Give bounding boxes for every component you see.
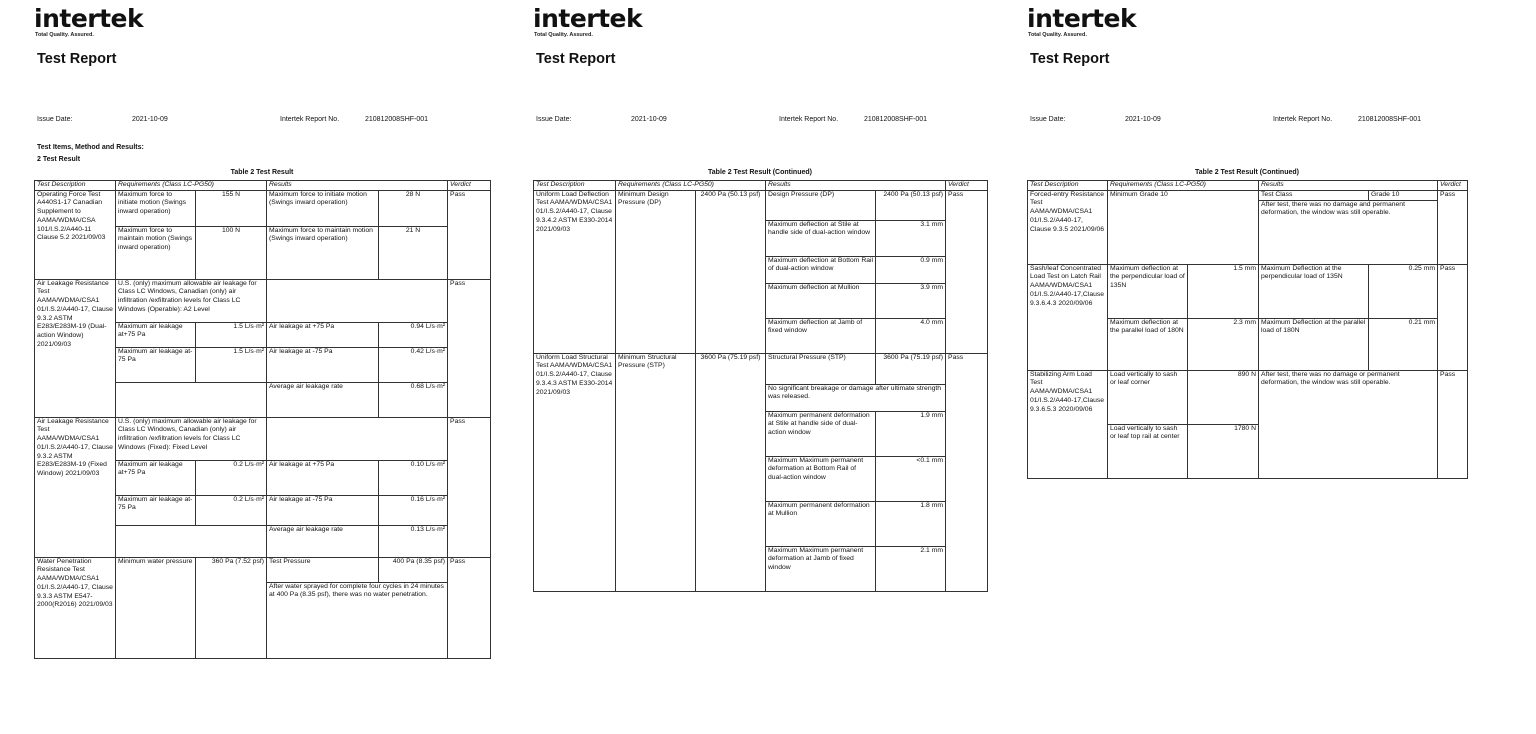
result-value: 0.68 L/s·m² bbox=[379, 382, 448, 417]
requirement: Minimum Structural Pressure (STP) bbox=[616, 353, 696, 591]
report-no-label: Intertek Report No. bbox=[1273, 116, 1333, 123]
result-value: 28 N bbox=[379, 190, 448, 226]
requirement: Maximum air leakage at-75 Pa bbox=[116, 495, 196, 525]
requirement-empty bbox=[116, 382, 267, 417]
header-cell: Verdict bbox=[946, 181, 988, 191]
table-caption: Table 2 Test Result (Continued) bbox=[708, 169, 812, 176]
table-row bbox=[534, 353, 988, 384]
issue-line bbox=[1030, 116, 1490, 128]
result-label: Maximum deflection at Jamb of fixed window bbox=[766, 318, 876, 353]
result-label: Maximum permanent deformation at Mullion bbox=[766, 501, 876, 546]
issue-date: 2021-10-09 bbox=[132, 116, 168, 123]
requirement-value: 0.2 L/s·m² bbox=[196, 495, 267, 525]
result-value: 4.0 mm bbox=[876, 318, 946, 353]
result-label: Maximum permanent deformation at Stile at handle side of dual-action window bbox=[766, 411, 876, 456]
logo-tagline: Total Quality. Assured. bbox=[1028, 32, 1087, 38]
test-description: Stabilizing Arm Load Test AAMA/WDMA/CSA1 01/I.S.2/A440-17,Clause 9.3.6.5.3 2020/09/06 bbox=[1028, 370, 1108, 478]
logo-tagline: Total Quality. Assured. bbox=[35, 32, 94, 38]
header-cell: Requirements (Class LC-PG50) bbox=[1108, 181, 1259, 191]
requirement: Maximum deflection at the perpendicular load of 135N bbox=[1108, 264, 1188, 318]
requirement: Load vertically to sash or leaf corner bbox=[1108, 370, 1188, 424]
verdict: Pass bbox=[1438, 370, 1468, 478]
issue-date-label: Issue Date: bbox=[536, 116, 572, 123]
report-no-label: Intertek Report No. bbox=[280, 116, 340, 123]
result-label: Maximum deflection at Bottom Rail of dual-action window bbox=[766, 256, 876, 283]
issue-date-label: Issue Date: bbox=[1030, 116, 1066, 123]
requirement: Load vertically to sash or leaf top rail at center bbox=[1108, 424, 1188, 478]
section-subheading: 2 Test Result bbox=[37, 156, 81, 163]
result-note: No significant breakage or damage after ultimate strength was released. bbox=[766, 384, 946, 411]
requirement-intro: U.S. (only) maximum allowable air leakage for Class LC Windows, Canadian (only) air infiltration /exfiltration levels for Class LC Windows (Operable): A2 Level bbox=[116, 279, 267, 322]
table-row bbox=[1028, 264, 1468, 318]
result-empty bbox=[267, 417, 448, 460]
requirement-empty bbox=[116, 525, 267, 557]
requirement: Minimum Grade 10 bbox=[1108, 190, 1259, 264]
result-note: After test, there was no damage and permanent deformation, the window was still operable. bbox=[1259, 200, 1438, 264]
test-result-table bbox=[533, 180, 988, 592]
requirement-value: 360 Pa (7.52 psf) bbox=[196, 557, 267, 658]
header-cell: Results bbox=[1259, 181, 1438, 191]
requirement-value: 155 N bbox=[196, 190, 267, 226]
result-value: 0.10 L/s·m² bbox=[379, 460, 448, 495]
table-row bbox=[1028, 190, 1468, 200]
result-label: Maximum force to initiate motion (Swings inward operation) bbox=[267, 190, 379, 226]
result-label: Maximum deflection at Mullion bbox=[766, 283, 876, 318]
header-cell: Results bbox=[766, 181, 946, 191]
requirement-value: 1.5 mm bbox=[1188, 264, 1259, 318]
requirement-value: 890 N bbox=[1188, 370, 1259, 424]
issue-date-label: Issue Date: bbox=[37, 116, 73, 123]
header-cell: Verdict bbox=[448, 181, 491, 191]
intertek-logo: intertek bbox=[533, 4, 643, 33]
verdict: Pass bbox=[1438, 190, 1468, 264]
report-page-3 bbox=[1027, 0, 1487, 734]
test-description: Uniform Load Structural Test AAMA/WDMA/CSA1 01/I.S.2/A440-17, Clause 9.3.4.3 ASTM E330-2014 2021/09/03 bbox=[534, 353, 616, 591]
result-value: 2.1 mm bbox=[876, 546, 946, 591]
result-label: Maximum Deflection at the perpendicular load of 135N bbox=[1259, 264, 1369, 318]
result-value: 0.9 mm bbox=[876, 256, 946, 283]
verdict: Pass bbox=[946, 353, 988, 591]
verdict: Pass bbox=[448, 417, 491, 557]
section-heading: Test Items, Method and Results: bbox=[37, 144, 144, 151]
requirement-value: 2.3 mm bbox=[1188, 318, 1259, 370]
result-label: Test Class bbox=[1259, 190, 1369, 200]
requirement: Maximum air leakage at-75 Pa bbox=[116, 347, 196, 382]
table-row bbox=[35, 557, 491, 582]
verdict: Pass bbox=[448, 279, 491, 417]
result-label: Design Pressure (DP) bbox=[766, 190, 876, 220]
result-label: Test Pressure bbox=[267, 557, 379, 582]
test-result-table bbox=[34, 180, 491, 659]
result-note: After test, there was no damage or permanent deformation, the window was still operable. bbox=[1259, 370, 1438, 478]
report-no: 210812008SHF-001 bbox=[1358, 116, 1422, 123]
result-label: Air leakage at +75 Pa bbox=[267, 460, 379, 495]
table-header-row bbox=[1028, 181, 1468, 191]
result-label: Maximum Deflection at the parallel load of 180N bbox=[1259, 318, 1369, 370]
result-value: 3600 Pa (75.19 psf) bbox=[876, 353, 946, 384]
test-description: Water Penetration Resistance Test AAMA/WDMA/CSA1 01/I.S.2/A440-17, Clause 9.3.3 ASTM E547-2000(R2016) 2021/09/03 bbox=[35, 557, 116, 658]
requirement-value: 100 N bbox=[196, 226, 267, 279]
result-label: Average air leakage rate bbox=[267, 382, 379, 417]
result-value: 3.9 mm bbox=[876, 283, 946, 318]
table-header-row bbox=[35, 181, 491, 191]
test-description: Air Leakage Resistance Test AAMA/WDMA/CSA1 01/I.S.2/A440-17, Clause 9.3.2 ASTM E283/E283M-19 (Dual-action Window) 2021/09/03 bbox=[35, 279, 116, 417]
issue-date: 2021-10-09 bbox=[1125, 116, 1161, 123]
page-title: Test Report bbox=[37, 51, 117, 67]
result-value: 400 Pa (8.35 psf) bbox=[379, 557, 448, 582]
result-value: Grade 10 bbox=[1369, 190, 1438, 200]
test-description: Sash/leaf Concentrated Load Test on Latch Rail AAMA/WDMA/CSA1 01/I.S.2/A440-17,Clause 9.3.6.4.3 2020/09/06 bbox=[1028, 264, 1108, 370]
requirement: Maximum deflection at the parallel load of 180N bbox=[1108, 318, 1188, 370]
report-no-label: Intertek Report No. bbox=[779, 116, 839, 123]
report-no: 210812008SHF-001 bbox=[864, 116, 928, 123]
requirement: Maximum air leakage at+75 Pa bbox=[116, 322, 196, 347]
result-label: Structural Pressure (STP) bbox=[766, 353, 876, 384]
table-row bbox=[1028, 370, 1468, 424]
result-label: Maximum force to maintain motion (Swings inward operation) bbox=[267, 226, 379, 279]
requirement: Minimum Design Pressure (DP) bbox=[616, 190, 696, 353]
result-value: 0.25 mm bbox=[1369, 264, 1438, 318]
result-value: 0.16 L/s·m² bbox=[379, 495, 448, 525]
result-label: Maximum Maximum permanent deformation at Bottom Rail of dual-action window bbox=[766, 456, 876, 501]
table-row bbox=[35, 417, 491, 460]
issue-date: 2021-10-09 bbox=[631, 116, 667, 123]
test-description: Air Leakage Resistance Test AAMA/WDMA/CSA1 01/I.S.2/A440-17, Clause 9.3.2 ASTM E283/E283M-19 (Fixed Window) 2021/09/03 bbox=[35, 417, 116, 557]
requirement-value: 2400 Pa (50.13 psf) bbox=[696, 190, 766, 353]
verdict: Pass bbox=[448, 557, 491, 658]
table-row bbox=[534, 190, 988, 220]
table-caption: Table 2 Test Result (Continued) bbox=[1195, 169, 1299, 176]
result-label: Air leakage at +75 Pa bbox=[267, 322, 379, 347]
result-value: 21 N bbox=[379, 226, 448, 279]
result-value: 2400 Pa (50.13 psf) bbox=[876, 190, 946, 220]
intertek-logo: intertek bbox=[1027, 4, 1137, 33]
header-cell: Test Description bbox=[1028, 181, 1108, 191]
header-cell: Verdict bbox=[1438, 181, 1468, 191]
issue-line bbox=[536, 116, 996, 128]
header-cell: Results bbox=[267, 181, 448, 191]
table-row bbox=[35, 190, 491, 226]
result-value: 0.21 mm bbox=[1369, 318, 1438, 370]
result-value: <0.1 mm bbox=[876, 456, 946, 501]
verdict: Pass bbox=[946, 190, 988, 353]
requirement: Maximum force to maintain motion (Swings inward operation) bbox=[116, 226, 196, 279]
test-description: Forced-entry Resistance Test AAMA/WDMA/CSA1 01/I.S.2/A440-17, Clause 9.3.5 2021/09/06 bbox=[1028, 190, 1108, 264]
result-label: Maximum deflection at Stile at handle side of dual-action window bbox=[766, 220, 876, 256]
result-label: Average air leakage rate bbox=[267, 525, 379, 557]
requirement: Maximum force to initiate motion (Swings inward operation) bbox=[116, 190, 196, 226]
result-label: Maximum Maximum permanent deformation at Jamb of fixed window bbox=[766, 546, 876, 591]
result-note: After water sprayed for complete four cycles in 24 minutes at 400 Pa (8.35 psf), there was no water penetration. bbox=[267, 582, 448, 658]
report-page-1 bbox=[34, 0, 494, 734]
header-cell: Requirements (Class LC-PG50) bbox=[616, 181, 766, 191]
result-value: 1.9 mm bbox=[876, 411, 946, 456]
result-value: 1.8 mm bbox=[876, 501, 946, 546]
table-caption: Table 2 Test Result bbox=[230, 169, 294, 176]
result-empty bbox=[267, 279, 448, 322]
header-cell: Test Description bbox=[534, 181, 616, 191]
requirement-value: 0.2 L/s·m² bbox=[196, 460, 267, 495]
test-description: Operating Force Test A440S1-17 Canadian Supplement to AAMA/WDMA/CSA 101/I.S.2/A440-11 Clause 5.2 2021/09/03 bbox=[35, 190, 116, 279]
result-value: 0.13 L/s·m² bbox=[379, 525, 448, 557]
requirement: Minimum water pressure bbox=[116, 557, 196, 658]
report-no: 210812008SHF-001 bbox=[365, 116, 429, 123]
requirement-value: 1.5 L/s·m² bbox=[196, 322, 267, 347]
requirement-intro: U.S. (only) maximum allowable air leakage for Class LC Windows, Canadian (only) air infiltration /exfiltration levels for Class LC Windows (Fixed): Fixed Level bbox=[116, 417, 267, 460]
result-label: Air leakage at -75 Pa bbox=[267, 347, 379, 382]
verdict: Pass bbox=[448, 190, 491, 279]
test-result-table bbox=[1027, 180, 1468, 479]
requirement-value: 3600 Pa (75.19 psf) bbox=[696, 353, 766, 591]
result-value: 0.94 L/s·m² bbox=[379, 322, 448, 347]
header-cell: Requirements (Class LC-PG50) bbox=[116, 181, 267, 191]
requirement-value: 1.5 L/s·m² bbox=[196, 347, 267, 382]
header-cell: Test Description bbox=[35, 181, 116, 191]
requirement: Maximum air leakage at+75 Pa bbox=[116, 460, 196, 495]
table-header-row bbox=[534, 181, 988, 191]
verdict: Pass bbox=[1438, 264, 1468, 370]
result-value: 3.1 mm bbox=[876, 220, 946, 256]
result-value: 0.42 L/s·m² bbox=[379, 347, 448, 382]
test-description: Uniform Load Deflection Test AAMA/WDMA/CSA1 01/I.S.2/A440-17, Clause 9.3.4.2 ASTM E330-2014 2021/09/03 bbox=[534, 190, 616, 353]
requirement-value: 1780 N bbox=[1188, 424, 1259, 478]
table-row bbox=[35, 279, 491, 322]
result-label: Air leakage at -75 Pa bbox=[267, 495, 379, 525]
page-title: Test Report bbox=[1030, 51, 1110, 67]
intertek-logo: intertek bbox=[34, 4, 144, 33]
report-page-2 bbox=[533, 0, 993, 734]
issue-line bbox=[37, 116, 497, 128]
logo-tagline: Total Quality. Assured. bbox=[534, 32, 593, 38]
page-title: Test Report bbox=[536, 51, 616, 67]
